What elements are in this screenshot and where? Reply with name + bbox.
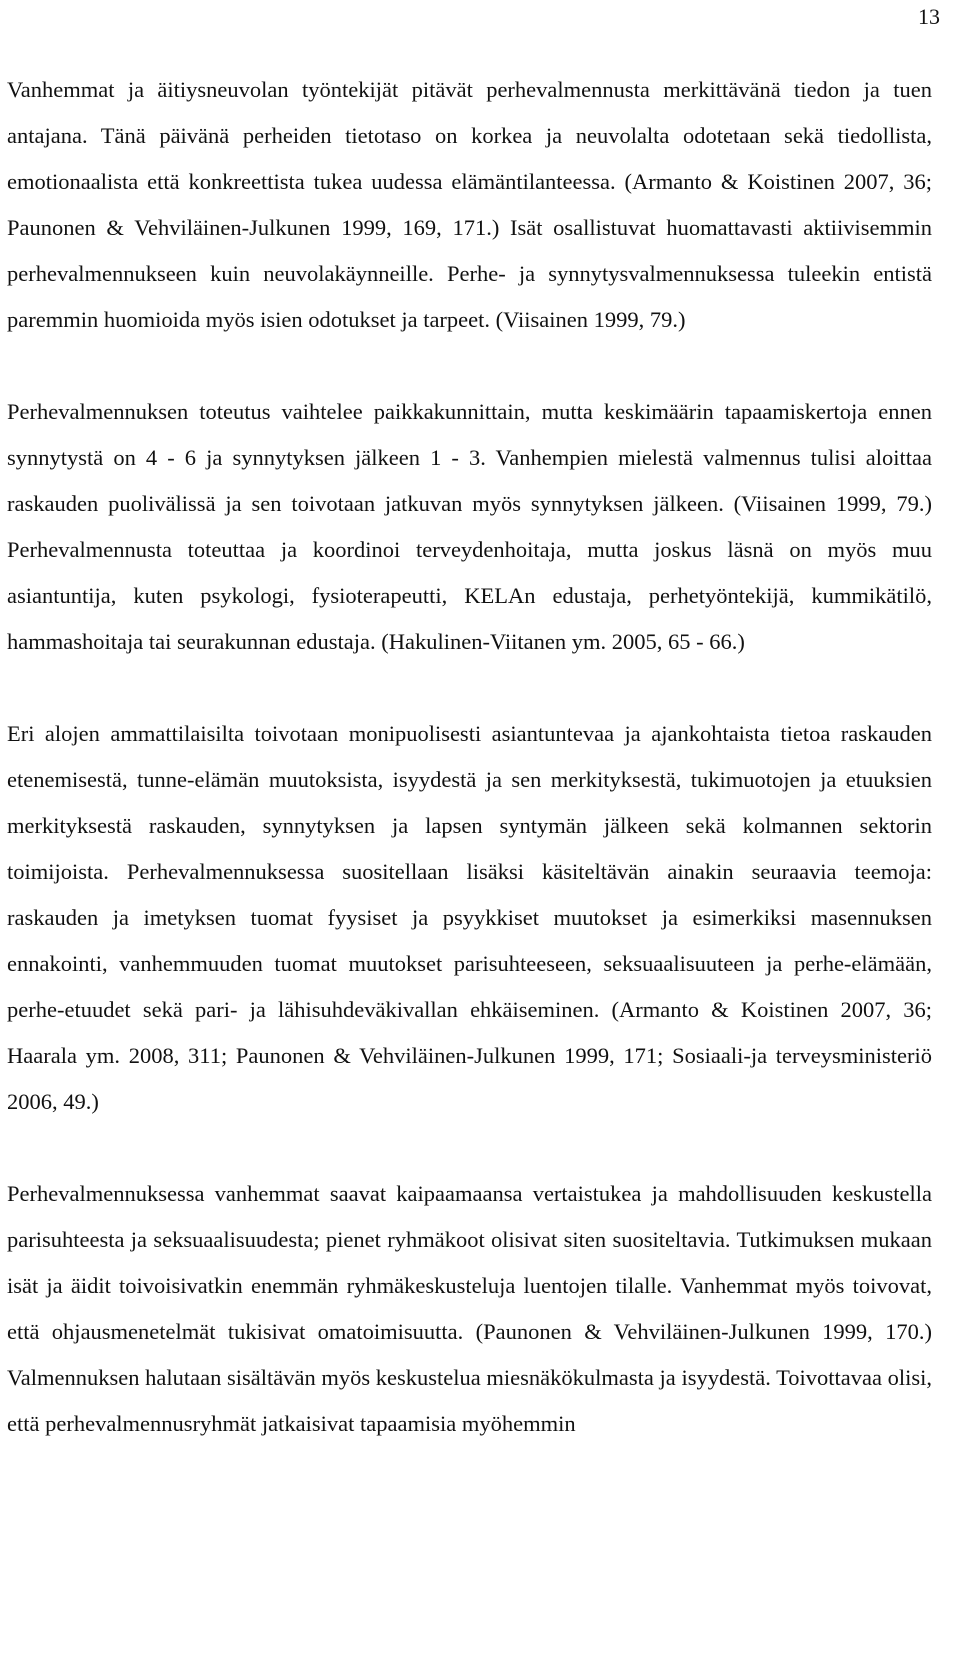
- body-text: [7, 67, 932, 1447]
- paragraph-implementation: Perhevalmennuksen toteutus vaihtelee paikkakunnittain, mutta keskimäärin tapaamiskertoja ennen synnytystä on 4 - 6 ja synnytyksen jälkeen 1 - 3. Vanhempien mielestä valmennus tulisi aloittaa raskauden puolivälissä ja sen toivotaan jatkuvan myös synnytyksen jälkeen. (Viisainen 1999, 79.) Perhevalmennusta toteuttaa ja koordinoi terveydenhoitaja, mutta joskus läsnä on myös muu asiantuntija, kuten psykologi, fysioterapeutti, KELAn edustaja, perhetyöntekijä, kummikätilö, hammashoitaja tai seurakunnan edustaja. (Hakulinen-Viitanen ym. 2005, 65 - 66.): [7, 399, 932, 654]
- paragraph-parent-views: Vanhemmat ja äitiysneuvolan työntekijät pitävät perhevalmennusta merkittävänä tiedon ja tuen antajana. Tänä päivänä perheiden tietotaso on korkea ja neuvolalta odotetaan sekä tiedollista, emotionaalista että konkreettista tukea uudessa elämäntilanteessa. (Armanto & Koistinen 2007, 36; Paunonen & Vehviläinen-Julkunen 1999, 169, 171.) Isät osallistuvat huomattavasti aktiivisemmin perhevalmennukseen kuin neuvolakäynneille. Perhe- ja synnytysvalmennuksessa tuleekin entistä paremmin huomioida myös isien odotukset ja tarpeet. (Viisainen 1999, 79.): [7, 77, 932, 332]
- paragraph-peer-support: Perhevalmennuksessa vanhemmat saavat kaipaamaansa vertaistukea ja mahdollisuuden keskustella parisuhteesta ja seksuaalisuudesta; pienet ryhmäkoot olisivat siten suositeltavia. Tutkimuksen mukaan isät ja äidit toivoisivatkin enemmän ryhmäkeskusteluja luentojen tilalle. Vanhemmat myös toivovat, että ohjausmenetelmät tukisivat omatoimisuutta. (Paunonen & Vehviläinen-Julkunen 1999, 170.) Valmennuksen halutaan sisältävän myös keskustelua miesnäkökulmasta ja isyydestä. Toivottavaa olisi, että perhevalmennusryhmät jatkaisivat tapaamisia myöhemmin: [7, 1181, 932, 1436]
- page-number: 13: [918, 4, 940, 29]
- paragraph-topics: Eri alojen ammattilaisilta toivotaan monipuolisesti asiantuntevaa ja ajankohtaista tietoa raskauden etenemisestä, tunne-elämän muutoksista, isyydestä ja sen merkityksestä, tukimuotojen ja etuuksien merkityksestä raskauden, synnytyksen ja lapsen syntymän jälkeen sekä kolmannen sektorin toimijoista. Perhevalmennuksessa suositellaan lisäksi käsiteltävän ainakin seuraavia teemoja: raskauden ja imetyksen tuomat fyysiset ja psyykkiset muutokset ja esimerkiksi masennuksen ennakointi, vanhemmuuden tuomat muutokset parisuhteeseen, seksuaalisuuteen ja perhe-elämään, perhe-etuudet sekä pari- ja lähisuhdeväkivallan ehkäiseminen. (Armanto & Koistinen 2007, 36; Haarala ym. 2008, 311; Paunonen & Vehviläinen-Julkunen 1999, 171; Sosiaali-ja terveysministeriö 2006, 49.): [7, 721, 932, 1114]
